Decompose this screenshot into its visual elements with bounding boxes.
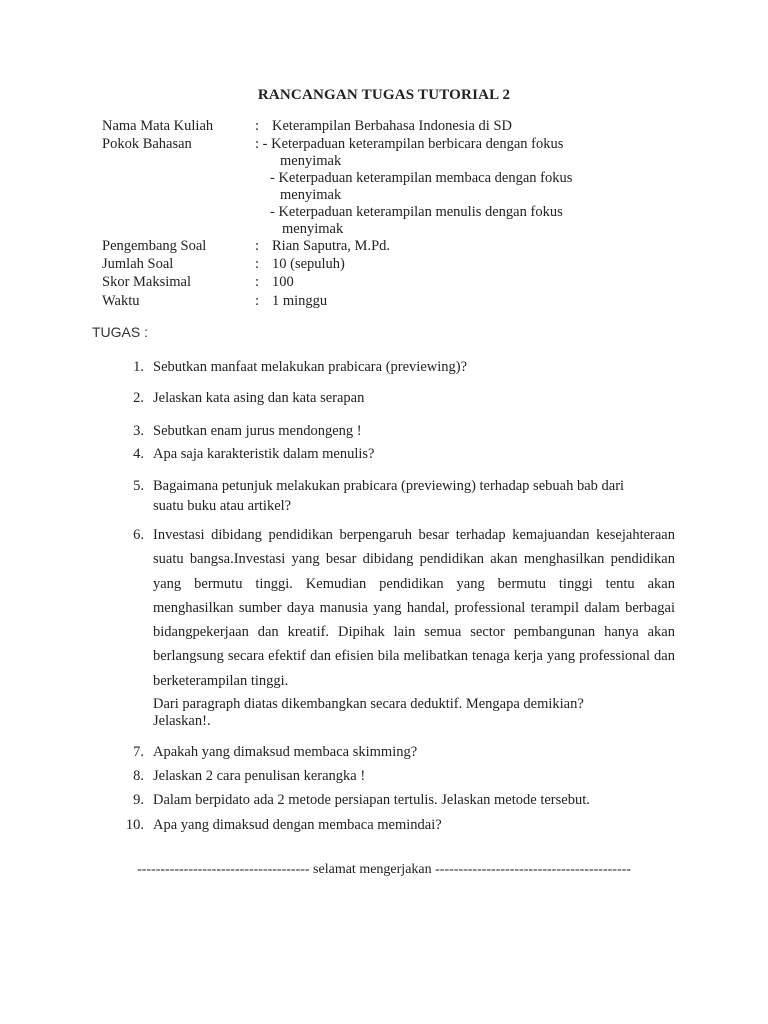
question-number: 7. [133,744,144,760]
question-text: Jelaskan 2 cara penulisan kerangka ! [153,768,366,784]
question-text: Apa yang dimaksud dengan membaca memindai? [153,817,442,833]
question-text: Sebutkan enam jurus mendongeng ! [153,423,362,439]
tugas-heading: TUGAS : [92,324,149,340]
topic-line: menyimak [282,221,344,237]
topic-line: : - Keterpaduan keterampilan berbicara dengan fokus [255,136,564,152]
question-number: 8. [133,768,144,784]
question-text: Jelaskan kata asing dan kata serapan [153,390,365,406]
question-subtext [153,696,653,729]
question-text: Apakah yang dimaksud membaca skimming? [153,744,418,760]
info-label: Jumlah Soal [102,256,174,272]
info-colon: : [255,293,260,309]
question-number: 4. [133,446,144,462]
topic-line: - Keterpaduan keterampilan membaca dengan fokus [270,170,573,186]
info-value: 100 [272,274,294,290]
question-number: 1. [133,359,144,375]
question-number: 6. [133,527,144,543]
info-colon: : [255,118,260,134]
question-paragraph: Investasi dibidang pendidikan berpengaruh besar terhadap kemajuandan kesejahteraan suatu bangsa.Investasi yang besar dibidang pendidikan akan menghasilkan pendidikan yang bermutu tinggi. Kemudian pendidikan yang bermutu tinggi tentu akan menghasilkan sumber daya manusia yang handal, professional terampil dalam berbagai bidangpekerjaan dan kreatif. Dipihak lain semua sector pembangunan hanya akan berlangsung secara efektif dan efisien bila melibatkan tenaga kerja yang professional dan berketerampilan tinggi. [153,527,675,689]
topic-line: menyimak [280,187,342,203]
info-value: Rian Saputra, M.Pd. [272,238,391,254]
info-value: 1 minggu [272,293,328,309]
question-text: Jelaskan!. [153,712,211,729]
info-colon: : [255,238,260,254]
info-label: Nama Mata Kuliah [102,118,214,134]
info-value: Keterampilan Berbahasa Indonesia di SD [272,118,512,134]
info-colon: : [255,256,260,272]
topic-line: - Keterpaduan keterampilan menulis dengan fokus [270,204,563,220]
closing-line: ------------------------------------- selamat mengerjakan ------------------------------------------ [137,862,631,877]
question-text: Apa saja karakteristik dalam menulis? [153,446,375,462]
topic-line: menyimak [280,153,342,169]
question-number: 2. [133,390,144,406]
question-number: 3. [133,423,144,439]
info-value: 10 (sepuluh) [272,256,345,272]
document-title: RANCANGAN TUGAS TUTORIAL 2 [257,87,511,103]
question-number: 10. [125,817,144,833]
info-label: Pengembang Soal [102,238,207,254]
question-text: Sebutkan manfaat melakukan prabicara (previewing)? [153,359,468,375]
question-number: 9. [133,792,144,808]
info-label: Skor Maksimal [102,274,192,290]
info-label: Pokok Bahasan [102,136,192,152]
question-text: suatu buku atau artikel? [153,498,292,514]
question-text: Dari paragraph diatas dikembangkan secara deduktif. Mengapa demikian? [153,696,584,712]
question-text: Bagaimana petunjuk melakukan prabicara (previewing) terhadap sebuah bab dari [153,478,625,494]
question-number: 5. [133,478,144,494]
info-colon: : [255,274,260,290]
question-text: Dalam berpidato ada 2 metode persiapan tertulis. Jelaskan metode tersebut. [153,792,590,808]
info-label: Waktu [102,293,140,309]
